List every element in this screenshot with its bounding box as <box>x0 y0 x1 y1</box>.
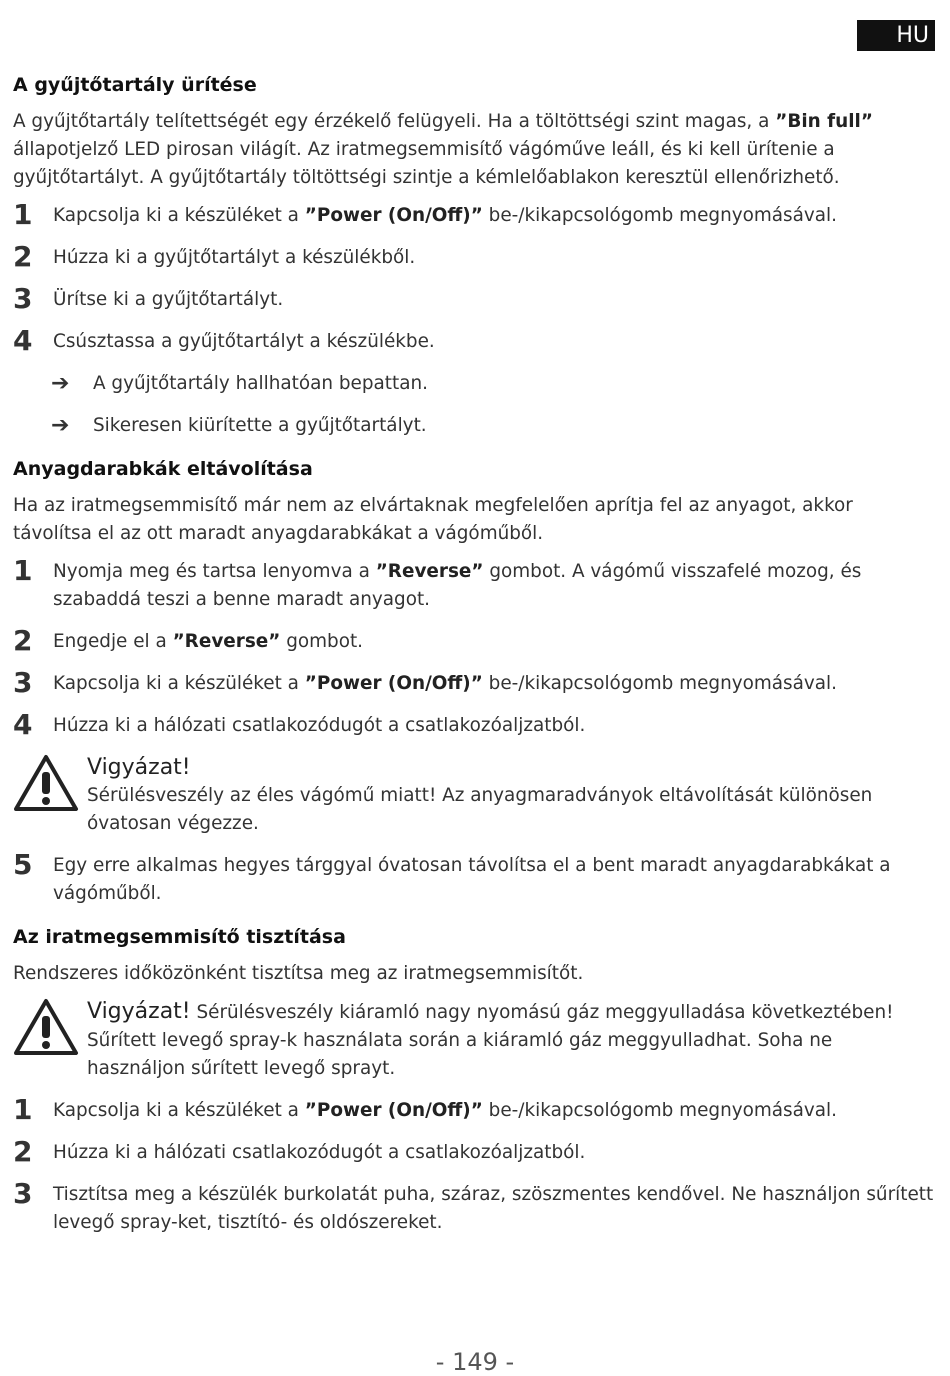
result-item: ➔ Sikeresen kiürítette a gyűjtőtartályt. <box>51 413 427 438</box>
warning-text: Vigyázat! Sérülésveszély kiáramló nagy nyomású gáz meggyulladása következtében! Sűrített levegő spray-k használata során a kiáramló gáz meggyulladhat. Soha ne használjon sűrített levegő sprayt. <box>87 999 894 1079</box>
warning-title: Vigyázat! <box>87 999 191 1024</box>
step-number: 3 <box>13 666 33 699</box>
warning-triangle-icon <box>13 754 79 812</box>
step-number: 4 <box>13 708 33 741</box>
step-item: 2 Húzza ki a hálózati csatlakozódugót a csatlakozóaljzatból. <box>13 1135 586 1168</box>
warning-block <box>13 998 935 1083</box>
step-item: 3 Ürítse ki a gyűjtőtartályt. <box>13 282 284 315</box>
section-title-bin: A gyűjtőtartály ürítése <box>13 74 257 96</box>
arrow-right-icon: ➔ <box>51 371 70 396</box>
result-item: ➔ A gyűjtőtartály hallhatóan bepattan. <box>51 371 429 396</box>
warning-triangle-icon <box>13 998 79 1056</box>
step-item: 2 Húzza ki a gyűjtőtartályt a készülékből. <box>13 240 416 273</box>
step-item: 1 Nyomja meg és tartsa lenyomva a ”Reverse” gombot. A vágómű visszafelé mozog, és szabaddá teszi a benne maradt anyagot. <box>13 554 862 610</box>
step-item: 3 Tisztítsa meg a készülék burkolatát puha, száraz, szöszmentes kendővel. Ne használjon sűrített levegő spray-ket, tisztító- és oldószereket. <box>13 1177 934 1233</box>
step-number: 2 <box>13 624 33 657</box>
step-item: 5 Egy erre alkalmas hegyes tárggyal óvatosan távolítsa el a bent maradt anyagdarabkákat a vágóműből. <box>13 848 891 904</box>
step-item: 1 Kapcsolja ki a készüléket a ”Power (On/Off)” be-/kikapcsológomb megnyomásával. <box>13 1093 838 1126</box>
section-title-clean: Az iratmegsemmisítő tisztítása <box>13 926 346 948</box>
step-number: 2 <box>13 1135 33 1168</box>
step-number: 3 <box>13 1177 33 1210</box>
warning-text: Sérülésveszély az éles vágómű miatt! Az anyagmaradványok eltávolítását különösen óvatosan végezze. <box>87 785 873 834</box>
section-intro-jam: Ha az iratmegsemmisítő már nem az elvártaknak megfelelően aprítja fel az anyagot, akkor távolítsa el az ott maradt anyagdarabkákat a vágóműből. <box>13 495 853 544</box>
step-number: 5 <box>13 848 33 881</box>
step-item: 3 Kapcsolja ki a készüléket a ”Power (On/Off)” be-/kikapcsológomb megnyomásával. <box>13 666 838 699</box>
section-title-jam: Anyagdarabkák eltávolítása <box>13 458 313 480</box>
section-intro-bin: A gyűjtőtartály telítettségét egy érzékelő felügyeli. Ha a töltöttségi szint magas, a ”Bin full” állapotjelző LED pirosan világít. Az iratmegsemmisítő vágóműve leáll, és ki kell ürítenie a gyűjtőtartályt. A gyűjtőtartály töltöttségi szintje a kémlelőablakon keresztül ellenőrizhető. <box>13 111 873 188</box>
warning-block <box>13 754 935 838</box>
step-item: 4 Csúsztassa a gyűjtőtartályt a készülékbe. <box>13 324 435 357</box>
step-item: 4 Húzza ki a hálózati csatlakozódugót a csatlakozóaljzatból. <box>13 708 586 741</box>
arrow-right-icon: ➔ <box>51 413 70 438</box>
step-item: 1 Kapcsolja ki a készüléket a ”Power (On/Off)” be-/kikapcsológomb megnyomásával. <box>13 198 838 231</box>
step-item: 2 Engedje el a ”Reverse” gombot. <box>13 624 364 657</box>
warning-title: Vigyázat! <box>87 755 191 780</box>
step-number: 1 <box>13 1093 33 1126</box>
language-tab: HU <box>857 20 935 51</box>
page-number: - 149 - <box>435 1348 515 1376</box>
step-number: 4 <box>13 324 33 357</box>
page-content <box>13 70 935 1251</box>
step-number: 1 <box>13 554 33 587</box>
section-intro-clean: Rendszeres időközönként tisztítsa meg az iratmegsemmisítőt. <box>13 963 584 984</box>
step-number: 3 <box>13 282 33 315</box>
step-number: 1 <box>13 198 33 231</box>
step-number: 2 <box>13 240 33 273</box>
